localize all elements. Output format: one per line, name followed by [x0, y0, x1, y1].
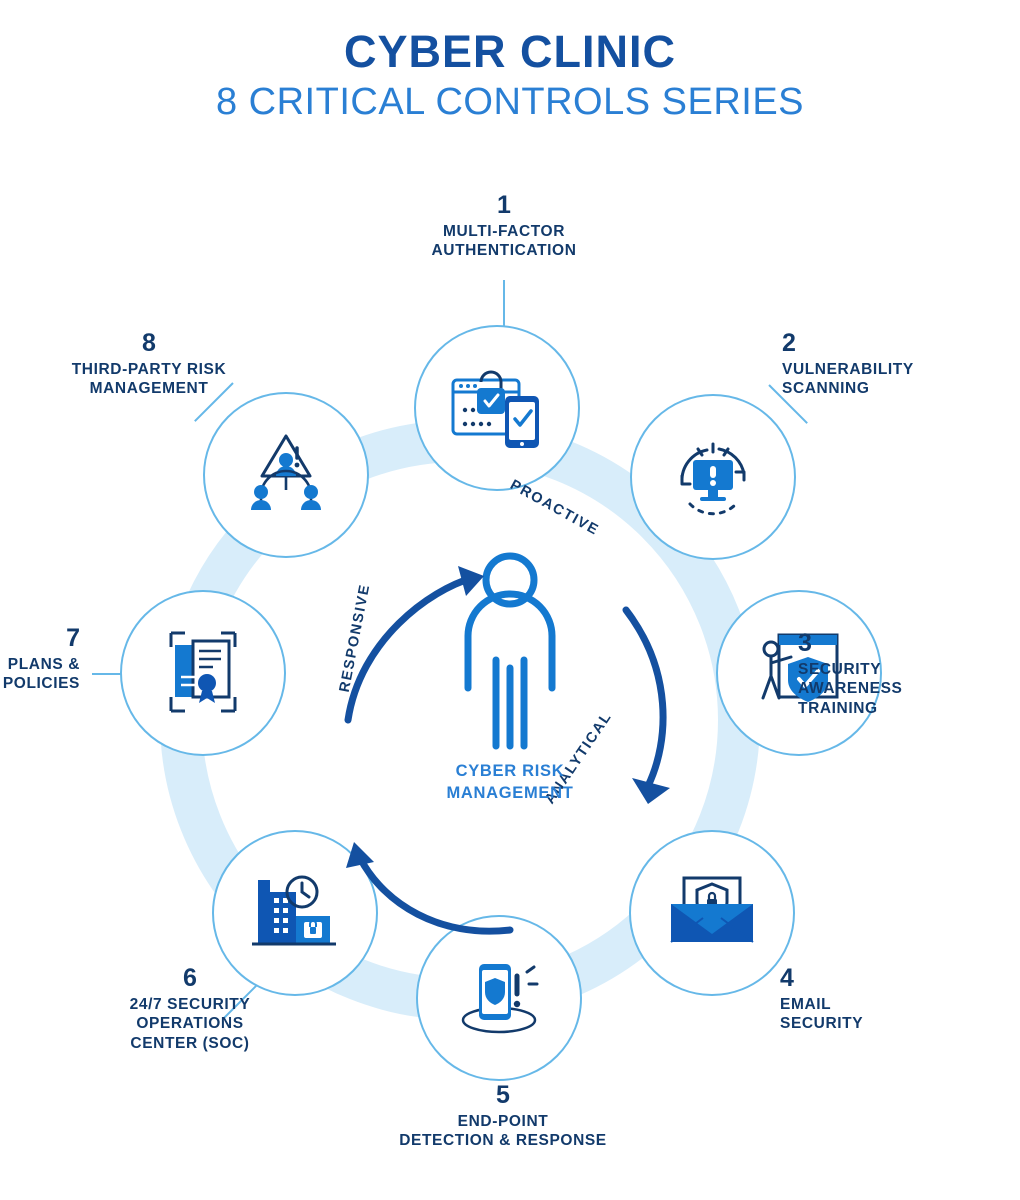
- cycle-diagram: [0, 170, 1020, 1200]
- control-number-6: 6: [183, 964, 197, 992]
- mfa-login-icon: [441, 352, 553, 464]
- control-number-8: 8: [142, 329, 156, 357]
- control-node-7[interactable]: [120, 590, 286, 756]
- control-label-8: 8 THIRD-PARTY RISK MANAGEMENT: [14, 330, 284, 399]
- center-label: CYBER RISK MANAGEMENT: [446, 762, 574, 803]
- page-subtitle: 8 CRITICAL CONTROLS SERIES: [215, 81, 805, 124]
- control-label-2: 2 VULNERABILITY SCANNING: [782, 330, 982, 399]
- cycle-word-analytical: ANALYTICAL: [542, 709, 616, 807]
- control-label-1: 1 MULTI-FACTOR AUTHENTICATION: [354, 192, 654, 261]
- connector-1: [503, 280, 505, 332]
- control-number-4: 4: [780, 964, 794, 992]
- control-node-1[interactable]: [414, 325, 580, 491]
- cycle-word-responsive: RESPONSIVE: [336, 582, 374, 694]
- control-number-7: 7: [66, 624, 80, 652]
- control-number-2: 2: [782, 329, 796, 357]
- control-label-4: 4 EMAIL SECURITY: [780, 965, 980, 1034]
- cycle-word-proactive: PROACTIVE: [507, 477, 602, 539]
- control-number-5: 5: [496, 1081, 510, 1109]
- control-number-3: 3: [798, 629, 812, 657]
- control-label-3: 3 SECURITY AWARENESS TRAINING: [798, 630, 998, 719]
- page-header: [0, 28, 1020, 123]
- control-number-1: 1: [497, 191, 511, 219]
- control-label-7: 7 PLANS & POLICIES: [0, 625, 80, 694]
- page-title: CYBER CLINIC: [343, 26, 676, 77]
- control-label-5: 5 END-POINT DETECTION & RESPONSE: [333, 1082, 673, 1151]
- control-label-6: 6 24/7 SECURITY OPERATIONS CENTER (SOC): [60, 965, 320, 1054]
- document-seal-icon: [149, 619, 257, 727]
